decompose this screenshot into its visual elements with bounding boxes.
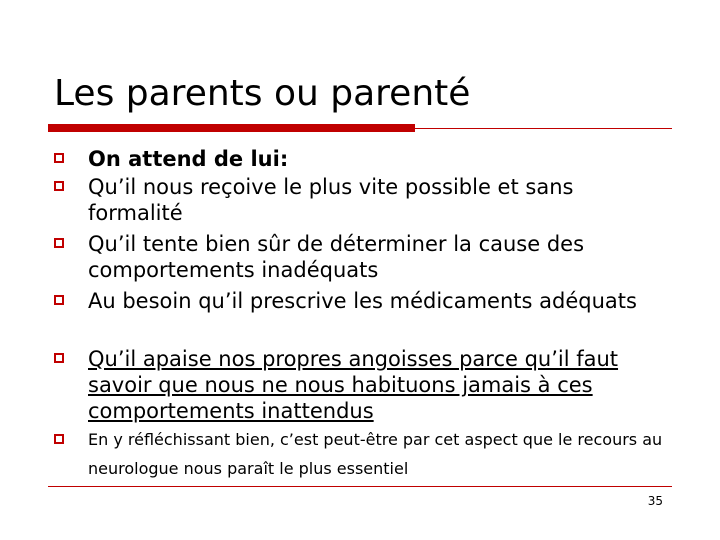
square-outline-icon bbox=[54, 434, 64, 444]
square-outline-icon bbox=[54, 353, 64, 363]
bullet-text: Qu’il nous reçoive le plus vite possible et sans formalité bbox=[88, 175, 574, 225]
page-number: 35 bbox=[647, 494, 663, 508]
square-outline-icon bbox=[54, 153, 64, 163]
bullet-text: En y réfléchissant bien, c’est peut-être par cet aspect que le recours au neurologue nous paraît le plus essentiel bbox=[88, 430, 663, 478]
title-underline bbox=[48, 128, 672, 129]
bullet-text: Au besoin qu’il prescrive les médicaments adéquats bbox=[88, 289, 637, 313]
bullet-text: Qu’il apaise nos propres angoisses parce qu’il faut savoir que nous ne nous habituons jamais à ces comportements inattendus bbox=[88, 347, 619, 423]
footer-divider bbox=[48, 486, 672, 487]
square-outline-icon bbox=[54, 181, 64, 191]
bullet-text: Qu’il tente bien sûr de déterminer la cause des comportements inadéquats bbox=[88, 232, 585, 282]
bullet-text: On attend de lui: bbox=[88, 147, 289, 171]
slide-title: Les parents ou parenté bbox=[54, 73, 471, 114]
square-outline-icon bbox=[54, 295, 64, 305]
square-outline-icon bbox=[54, 238, 64, 248]
